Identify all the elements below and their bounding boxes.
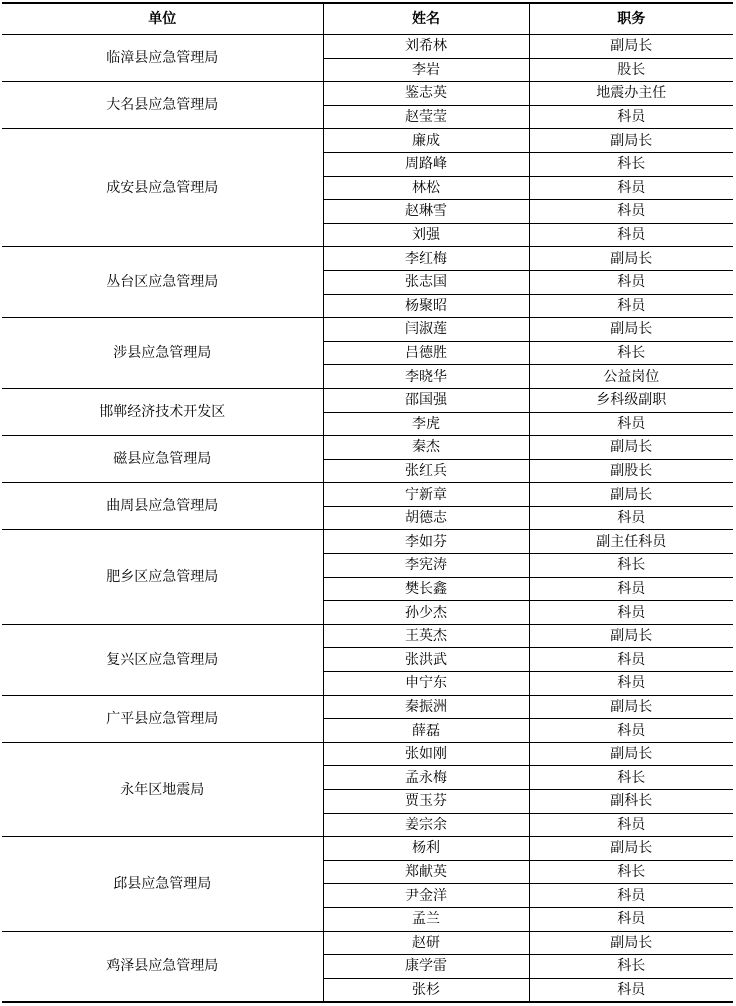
title-cell: 科长: [529, 152, 733, 176]
name-cell: 康学雷: [323, 955, 529, 979]
name-cell: 杨聚昭: [323, 294, 529, 318]
title-cell: 科员: [529, 577, 733, 601]
unit-cell: 成安县应急管理局: [2, 129, 323, 247]
name-cell: 邵国强: [323, 388, 529, 412]
name-cell: 李虎: [323, 412, 529, 436]
title-cell: 副局长: [529, 129, 733, 153]
title-cell: 地震办主任: [529, 82, 733, 106]
title-cell: 科员: [529, 223, 733, 247]
unit-cell: 涉县应急管理局: [2, 318, 323, 389]
header-unit: 单位: [2, 3, 323, 35]
table-row: [2, 624, 733, 648]
title-cell: 副局长: [529, 247, 733, 271]
name-cell: 李宪涛: [323, 554, 529, 578]
title-cell: 科员: [529, 648, 733, 672]
name-cell: 张洪武: [323, 648, 529, 672]
name-cell: 薛磊: [323, 719, 529, 743]
title-cell: 科员: [529, 200, 733, 224]
name-cell: 张红兵: [323, 459, 529, 483]
title-cell: 股长: [529, 58, 733, 82]
title-cell: 副局长: [529, 35, 733, 59]
title-cell: 科员: [529, 601, 733, 625]
title-cell: 科长: [529, 955, 733, 979]
unit-cell: 永年区地震局: [2, 742, 323, 836]
name-cell: 赵研: [323, 931, 529, 955]
name-cell: 吕德胜: [323, 341, 529, 365]
title-cell: 副局长: [529, 931, 733, 955]
title-cell: 副局长: [529, 695, 733, 719]
name-cell: 李岩: [323, 58, 529, 82]
name-cell: 李晓华: [323, 365, 529, 389]
title-cell: 科长: [529, 766, 733, 790]
name-cell: 刘强: [323, 223, 529, 247]
title-cell: 公益岗位: [529, 365, 733, 389]
table-row: [2, 35, 733, 59]
name-cell: 周路峰: [323, 152, 529, 176]
title-cell: 副局长: [529, 436, 733, 460]
name-cell: 秦杰: [323, 436, 529, 460]
unit-cell: 曲周县应急管理局: [2, 483, 323, 530]
name-cell: 尹金洋: [323, 884, 529, 908]
table-row: [2, 318, 733, 342]
table-row: [2, 695, 733, 719]
title-cell: 科长: [529, 554, 733, 578]
header-name: 姓名: [323, 3, 529, 35]
table-row: [2, 931, 733, 955]
title-cell: 科长: [529, 341, 733, 365]
title-cell: 科员: [529, 105, 733, 129]
name-cell: 闫淑莲: [323, 318, 529, 342]
name-cell: 赵琳雪: [323, 200, 529, 224]
title-cell: 副股长: [529, 459, 733, 483]
name-cell: 赵莹莹: [323, 105, 529, 129]
unit-cell: 复兴区应急管理局: [2, 624, 323, 695]
unit-cell: 大名县应急管理局: [2, 82, 323, 129]
table-row: [2, 742, 733, 766]
name-cell: 孙少杰: [323, 601, 529, 625]
title-cell: 科员: [529, 176, 733, 200]
name-cell: 胡德志: [323, 506, 529, 530]
name-cell: 张杉: [323, 978, 529, 1002]
title-cell: 科员: [529, 412, 733, 436]
unit-cell: 广平县应急管理局: [2, 695, 323, 742]
roster-table: [2, 2, 733, 1003]
title-cell: 科员: [529, 672, 733, 696]
name-cell: 李如芬: [323, 530, 529, 554]
title-cell: 科员: [529, 907, 733, 931]
name-cell: 孟永梅: [323, 766, 529, 790]
name-cell: 郑献英: [323, 860, 529, 884]
name-cell: 宁新章: [323, 483, 529, 507]
name-cell: 廉成: [323, 129, 529, 153]
unit-cell: 磁县应急管理局: [2, 436, 323, 483]
unit-cell: 鸡泽县应急管理局: [2, 931, 323, 1002]
name-cell: 姜宗余: [323, 813, 529, 837]
name-cell: 杨利: [323, 837, 529, 861]
title-cell: 副主任科员: [529, 530, 733, 554]
title-cell: 科长: [529, 860, 733, 884]
unit-cell: 邱县应急管理局: [2, 837, 323, 931]
title-cell: 科员: [529, 884, 733, 908]
name-cell: 刘希林: [323, 35, 529, 59]
title-cell: 科员: [529, 294, 733, 318]
header-title: 职务: [529, 3, 733, 35]
name-cell: 贾玉芬: [323, 790, 529, 814]
title-cell: 乡科级副职: [529, 388, 733, 412]
title-cell: 科员: [529, 978, 733, 1002]
table-row: [2, 247, 733, 271]
table-row: [2, 530, 733, 554]
name-cell: 李红梅: [323, 247, 529, 271]
title-cell: 科员: [529, 270, 733, 294]
table-header: [2, 3, 733, 35]
unit-cell: 丛台区应急管理局: [2, 247, 323, 318]
title-cell: 副科长: [529, 790, 733, 814]
unit-cell: 临漳县应急管理局: [2, 35, 323, 82]
table-row: [2, 837, 733, 861]
title-cell: 副局长: [529, 624, 733, 648]
name-cell: 申宁东: [323, 672, 529, 696]
title-cell: 副局长: [529, 837, 733, 861]
table-row: [2, 129, 733, 153]
name-cell: 张志国: [323, 270, 529, 294]
name-cell: 樊长鑫: [323, 577, 529, 601]
title-cell: 副局长: [529, 742, 733, 766]
name-cell: 鉴志英: [323, 82, 529, 106]
header-row: [2, 3, 733, 35]
title-cell: 副局长: [529, 318, 733, 342]
unit-cell: 邯郸经济技术开发区: [2, 388, 323, 435]
table-row: [2, 388, 733, 412]
name-cell: 王英杰: [323, 624, 529, 648]
table-row: [2, 436, 733, 460]
table-row: [2, 82, 733, 106]
unit-cell: 肥乡区应急管理局: [2, 530, 323, 624]
table-row: [2, 483, 733, 507]
title-cell: 副局长: [529, 483, 733, 507]
name-cell: 林松: [323, 176, 529, 200]
table-body: [2, 35, 733, 1003]
name-cell: 张如刚: [323, 742, 529, 766]
title-cell: 科员: [529, 813, 733, 837]
title-cell: 科员: [529, 719, 733, 743]
name-cell: 孟兰: [323, 907, 529, 931]
title-cell: 科员: [529, 506, 733, 530]
name-cell: 秦振洲: [323, 695, 529, 719]
